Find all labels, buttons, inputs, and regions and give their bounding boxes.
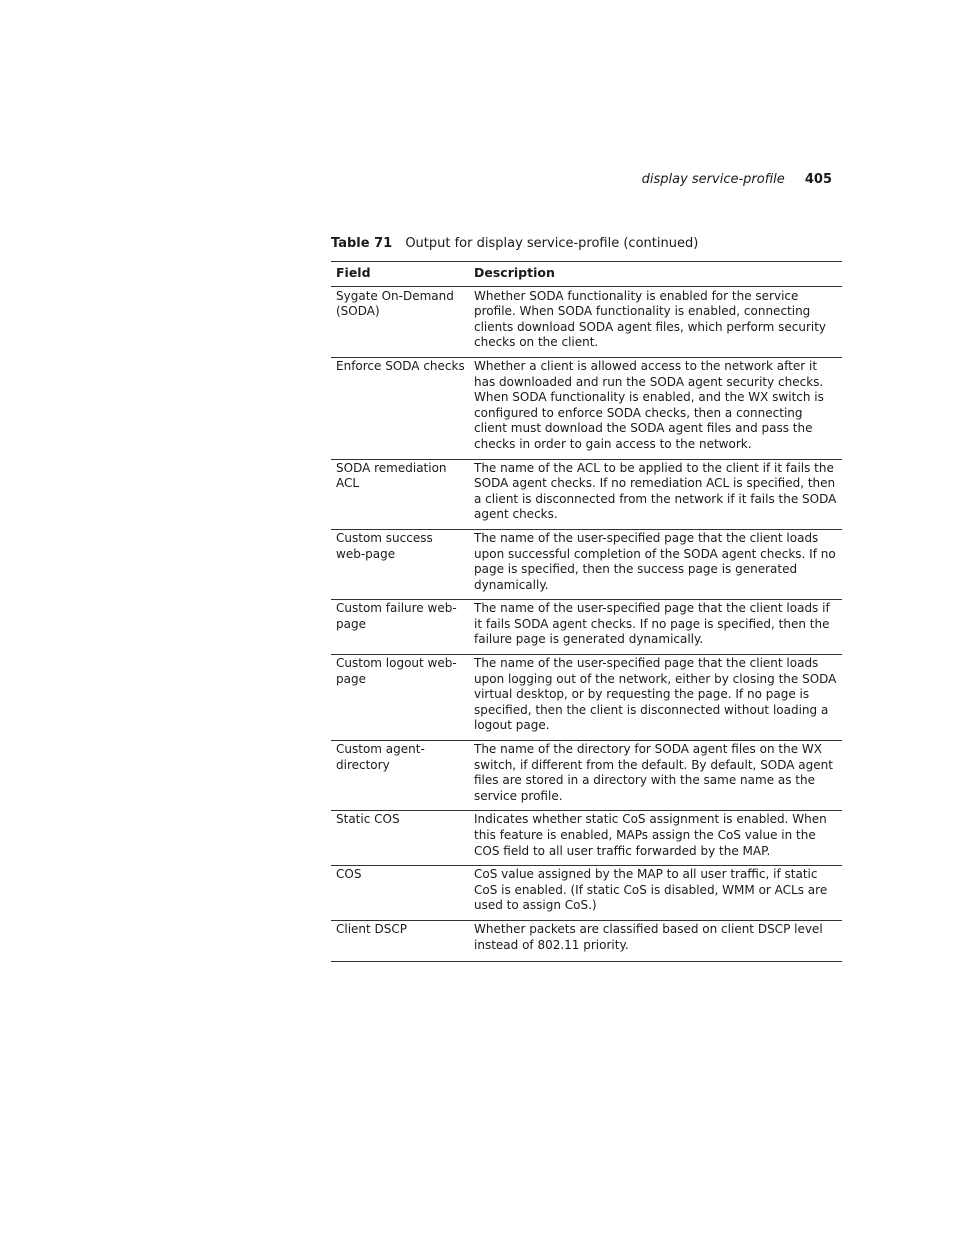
description-cell: Whether packets are classified based on client DSCP level instead of 802.11 priority. [469, 920, 842, 961]
column-header-field: Field [331, 262, 469, 287]
table-header-row [331, 262, 842, 287]
field-cell: Custom agent-directory [331, 741, 469, 811]
table-row [331, 741, 842, 811]
field-cell: Custom success web-page [331, 529, 469, 599]
table-row [331, 920, 842, 961]
description-cell: Whether a client is allowed access to the network after it has downloaded and run the SODA agent security checks. When SODA functionality is enabled, and the WX switch is configured to enforce SODA checks, then a connecting client must download the SODA agent files and pass the checks in order to gain access to the network. [469, 357, 842, 459]
field-cell: Enforce SODA checks [331, 357, 469, 459]
field-cell: Custom logout web-page [331, 655, 469, 741]
table-caption [331, 236, 698, 251]
table-caption-label: Table 71 [331, 236, 393, 251]
table-row [331, 459, 842, 529]
description-cell: CoS value assigned by the MAP to all user traffic, if static CoS is enabled. (If static CoS is disabled, WMM or ACLs are used to assign CoS.) [469, 866, 842, 921]
description-cell: Whether SODA functionality is enabled for the service profile. When SODA functionality is enabled, connecting clients download SODA agent files, which perform security checks on the client. [469, 286, 842, 357]
running-header [642, 172, 832, 187]
field-cell: Sygate On-Demand (SODA) [331, 286, 469, 357]
description-cell: The name of the user-specified page that the client loads if it fails SODA agent checks. If no page is specified, then the failure page is generated dynamically. [469, 600, 842, 655]
table-row [331, 600, 842, 655]
field-cell: COS [331, 866, 469, 921]
page-number: 405 [804, 172, 832, 187]
table-row [331, 811, 842, 866]
field-cell: Custom failure web-page [331, 600, 469, 655]
description-cell: The name of the directory for SODA agent files on the WX switch, if different from the default. By default, SODA agent files are stored in a directory with the same name as the service profile. [469, 741, 842, 811]
table-row [331, 655, 842, 741]
field-cell: SODA remediation ACL [331, 459, 469, 529]
field-cell: Client DSCP [331, 920, 469, 961]
table-row [331, 866, 842, 921]
output-fields-table [331, 261, 842, 962]
section-title: display service-profile [641, 172, 785, 187]
description-cell: The name of the user-specified page that the client loads upon successful completion of the SODA agent checks. If no page is specified, then the success page is generated dynamically. [469, 529, 842, 599]
description-cell: The name of the ACL to be applied to the client if it fails the SODA agent checks. If no remediation ACL is specified, then a client is disconnected from the network if it fails the SODA agent checks. [469, 459, 842, 529]
column-header-description: Description [469, 262, 842, 287]
table-row [331, 357, 842, 459]
table-row [331, 529, 842, 599]
table-row [331, 286, 842, 357]
description-cell: The name of the user-specified page that the client loads upon logging out of the network, either by closing the SODA virtual desktop, or by requesting the page. If no page is specified, then the client is disconnected without loading a logout page. [469, 655, 842, 741]
field-cell: Static COS [331, 811, 469, 866]
table-caption-text: Output for display service-profile (continued) [405, 236, 699, 251]
description-cell: Indicates whether static CoS assignment is enabled. When this feature is enabled, MAPs assign the CoS value in the COS field to all user traffic forwarded by the MAP. [469, 811, 842, 866]
